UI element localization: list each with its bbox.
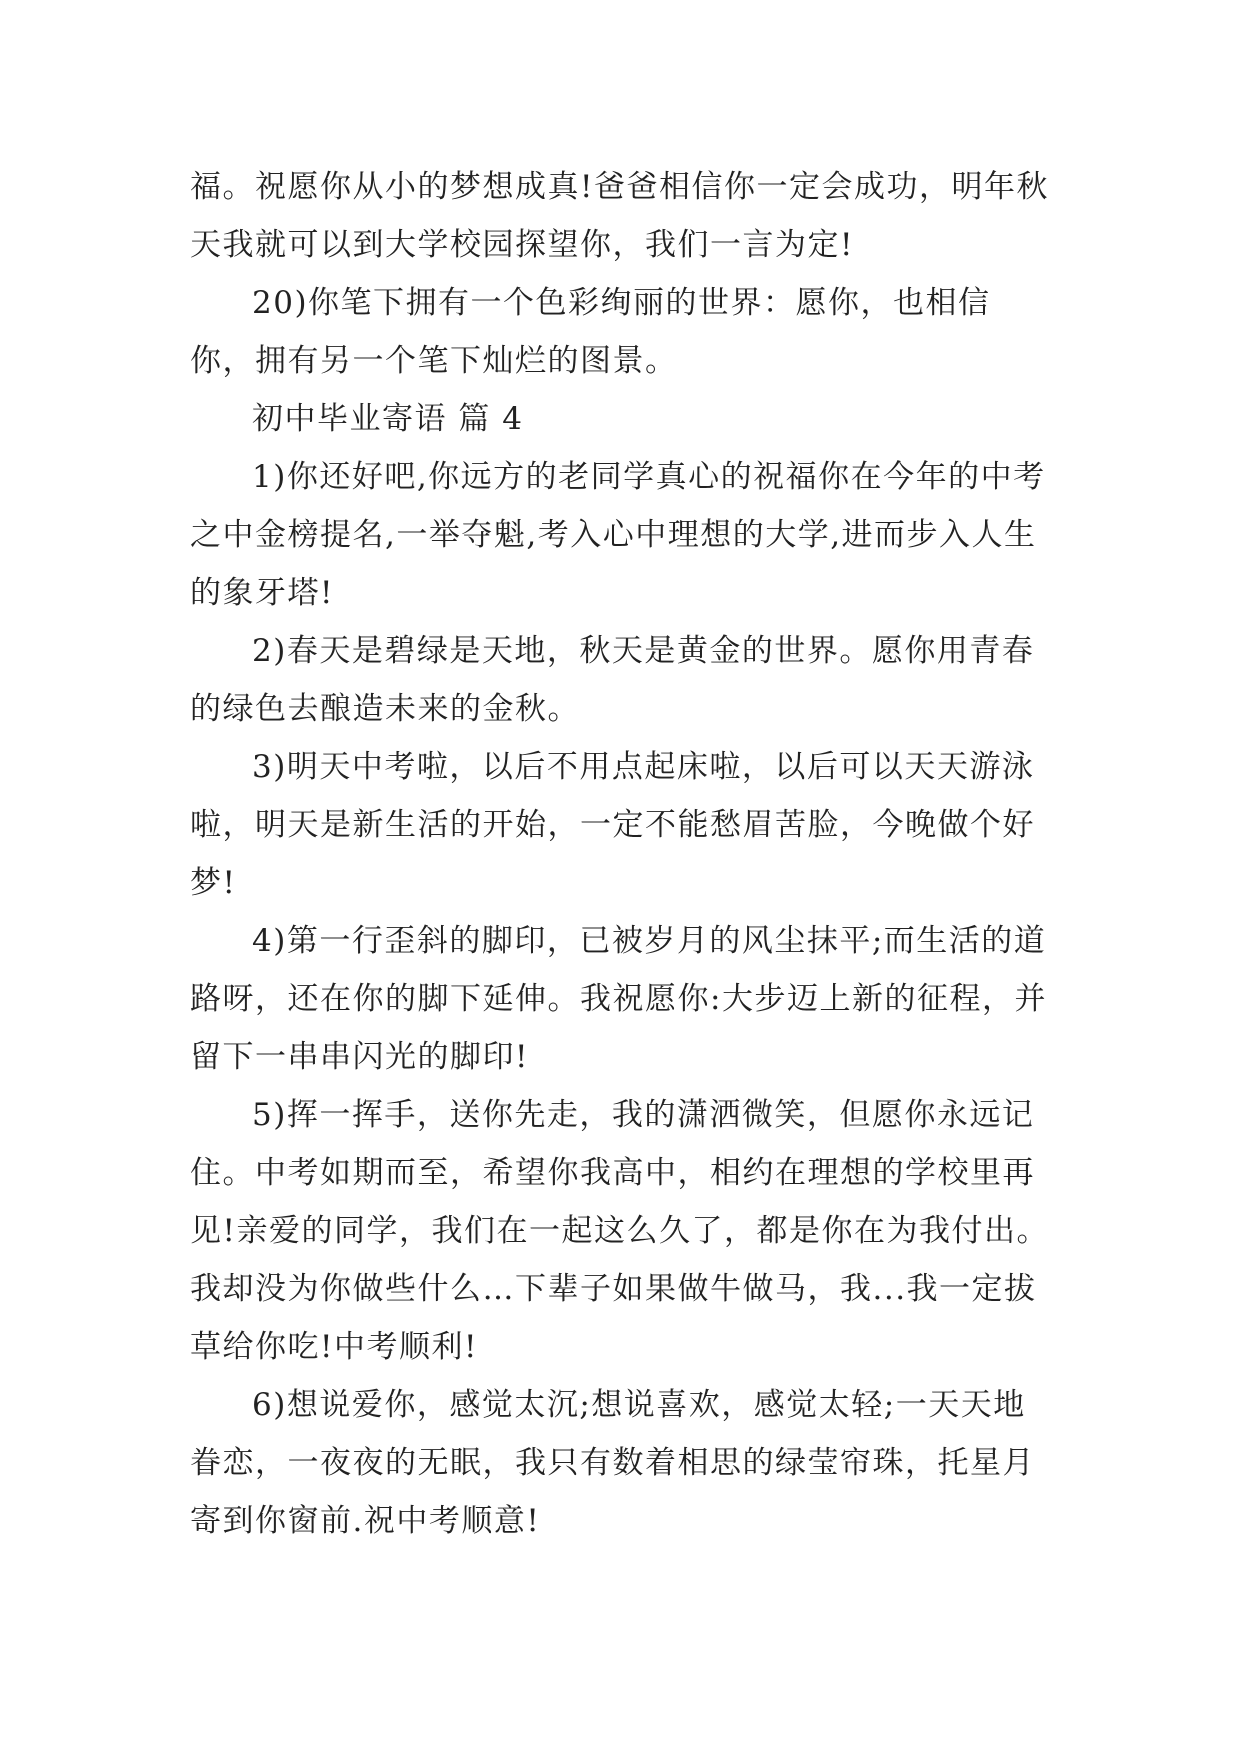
paragraph-item-2: 2)春天是碧绿是天地，秋天是黄金的世界。愿你用青春的绿色去酿造未来的金秋。 bbox=[190, 633, 1035, 727]
section-heading: 初中毕业寄语 篇 4 bbox=[252, 401, 524, 437]
paragraph-continuation: 福。祝愿你从小的梦想成真!爸爸相信你一定会成功，明年秋天我就可以到大学校园探望你，我们一言为定! bbox=[190, 169, 1049, 263]
document-body bbox=[190, 158, 1055, 1550]
paragraph-item-5: 5)挥一挥手，送你先走，我的潇洒微笑，但愿你永远记住。中考如期而至，希望你我高中，相约在理想的学校里再见!亲爱的同学，我们在一起这么久了，都是你在为我付出。我却没为你做些什么…下辈子如果做牛做马，我...我一定拔草给你吃!中考顺利! bbox=[190, 1097, 1049, 1365]
paragraph-item-4: 4)第一行歪斜的脚印，已被岁月的风尘抹平;而生活的道路呀，还在你的脚下延伸。我祝愿你:大步迈上新的征程，并留下一串串闪光的脚印! bbox=[190, 923, 1047, 1075]
paragraph-item-6: 6)想说爱你，感觉太沉;想说喜欢，感觉太轻;一天天地眷恋，一夜夜的无眠，我只有数着相思的绿莹帘珠，托星月寄到你窗前.祝中考顺意! bbox=[190, 1387, 1035, 1539]
paragraph-item-3: 3)明天中考啦，以后不用点起床啦，以后可以天天游泳啦，明天是新生活的开始，一定不能愁眉苦脸，今晚做个好梦! bbox=[190, 749, 1035, 901]
paragraph-item-20: 20)你笔下拥有一个色彩绚丽的世界：愿你，也相信你，拥有另一个笔下灿烂的图景。 bbox=[190, 285, 991, 379]
paragraph-item-1: 1)你还好吧,你远方的老同学真心的祝福你在今年的中考之中金榜提名,一举夺魁,考入心中理想的大学,进而步入人生的象牙塔! bbox=[190, 459, 1046, 611]
